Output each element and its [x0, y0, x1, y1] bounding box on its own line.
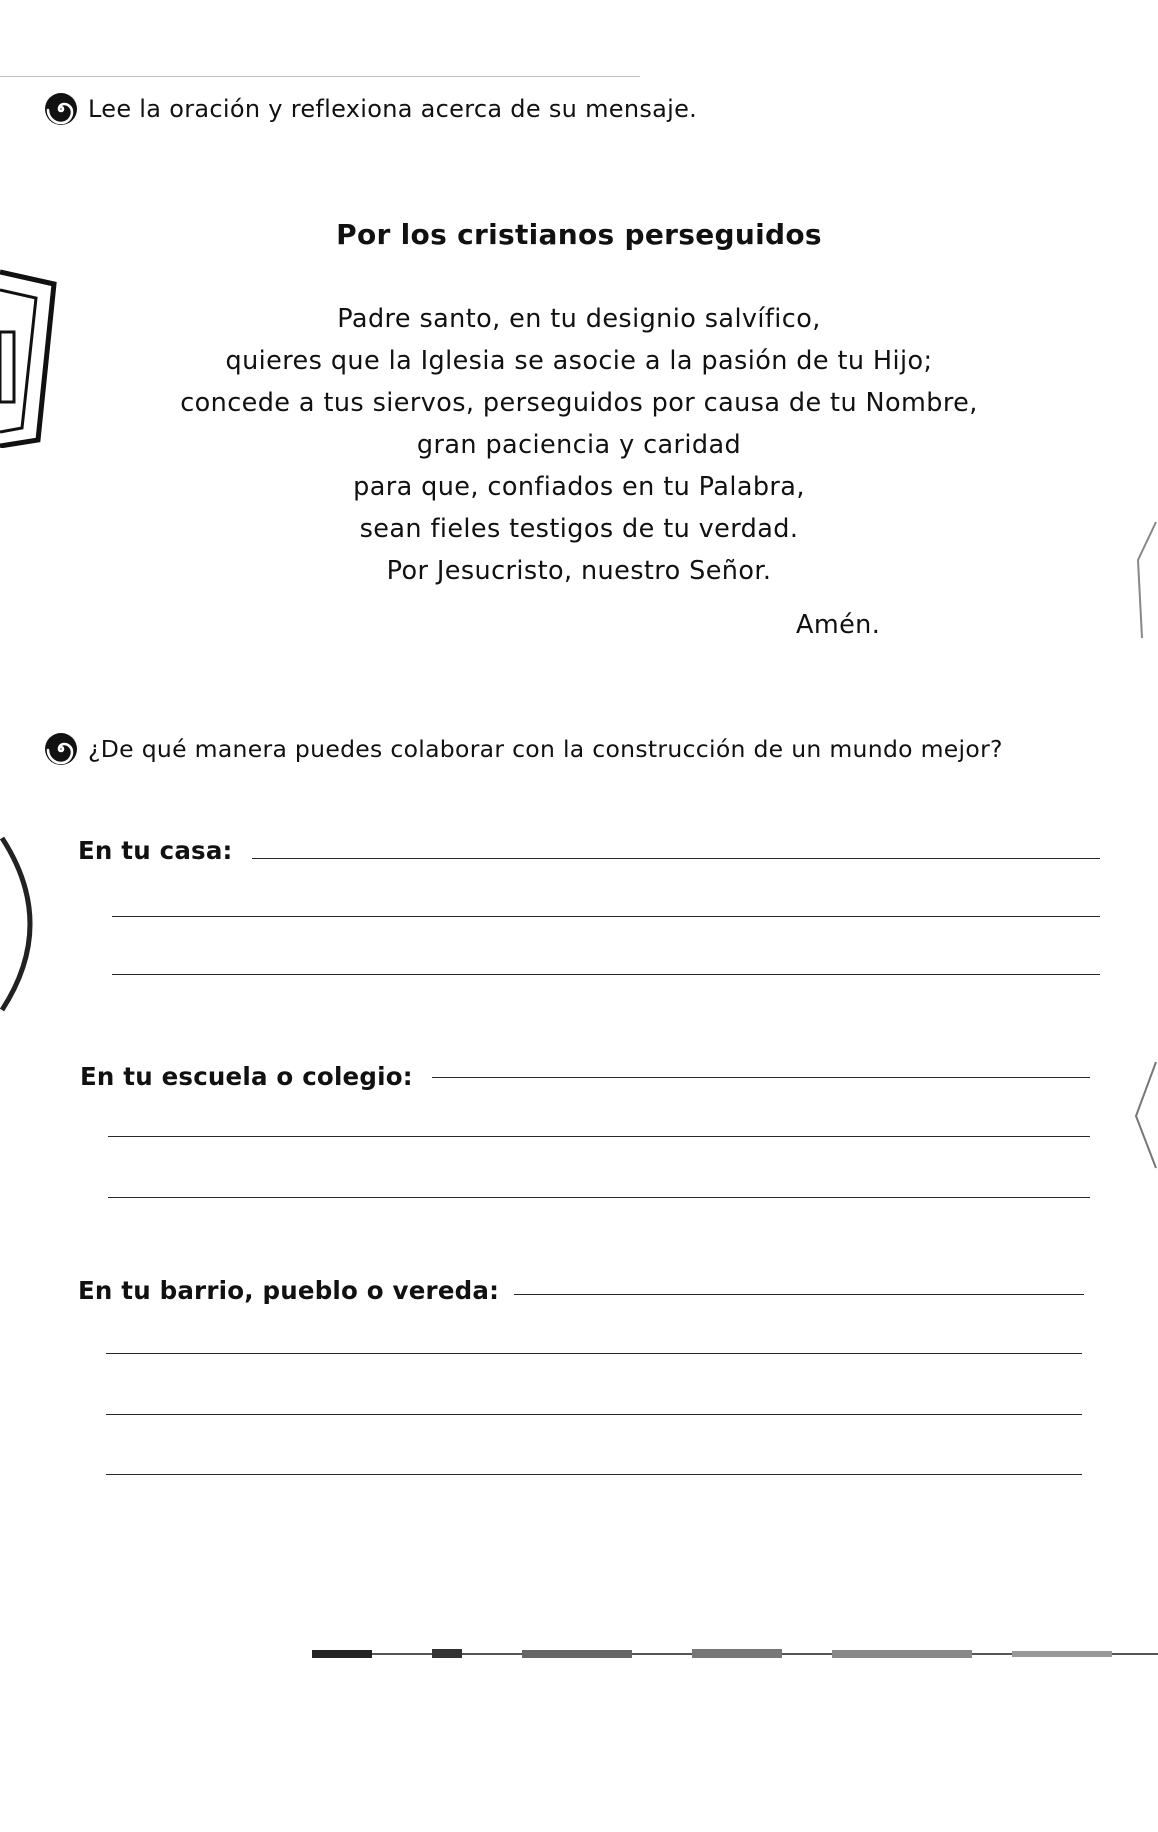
scan-edge-arc [0, 834, 52, 1014]
answer-line-barrio[interactable] [514, 1294, 1084, 1295]
top-divider [0, 76, 640, 77]
instruction-read-text: Lee la oración y reflexiona acerca de su mensaje. [88, 95, 698, 123]
prayer-title: Por los cristianos perseguidos [336, 218, 822, 251]
scan-bottom-smudge [312, 1648, 1158, 1660]
instruction-question [44, 732, 1003, 766]
prayer-line: para que, confiados en tu Palabra, [353, 472, 805, 502]
scan-edge-mark [0, 268, 60, 448]
answer-line-barrio[interactable] [106, 1353, 1082, 1354]
answer-line-casa[interactable] [252, 858, 1100, 859]
answer-line-escuela[interactable] [108, 1136, 1090, 1137]
prayer-line: quieres que la Iglesia se asocie a la pasión de tu Hijo; [225, 346, 933, 376]
prayer-line: Padre santo, en tu designio salvífico, [337, 304, 821, 334]
prayer-line: sean fieles testigos de tu verdad. [359, 514, 799, 544]
answer-line-barrio[interactable] [106, 1414, 1082, 1415]
spiral-icon [44, 92, 78, 126]
instruction-question-text: ¿De qué manera puedes colaborar con la construcción de un mundo mejor? [88, 735, 1003, 763]
spiral-icon [44, 732, 78, 766]
instruction-read [44, 92, 697, 126]
answer-line-casa[interactable] [112, 974, 1100, 975]
answer-line-barrio[interactable] [106, 1474, 1082, 1475]
scan-edge-right [1128, 520, 1158, 640]
section-label-escuela: En tu escuela o colegio: [80, 1062, 413, 1091]
answer-line-escuela[interactable] [432, 1077, 1090, 1078]
answer-line-casa[interactable] [112, 916, 1100, 917]
prayer-amen: Amén. [796, 610, 881, 640]
section-label-barrio: En tu barrio, pueblo o vereda: [78, 1276, 500, 1305]
answer-line-escuela[interactable] [108, 1197, 1090, 1198]
prayer-line: Por Jesucristo, nuestro Señor. [386, 556, 772, 586]
prayer-line: concede a tus siervos, perseguidos por causa de tu Nombre, [180, 388, 978, 418]
prayer-line: gran paciencia y caridad [416, 430, 742, 460]
scan-edge-right [1130, 1060, 1158, 1170]
section-label-casa: En tu casa: [78, 836, 233, 865]
